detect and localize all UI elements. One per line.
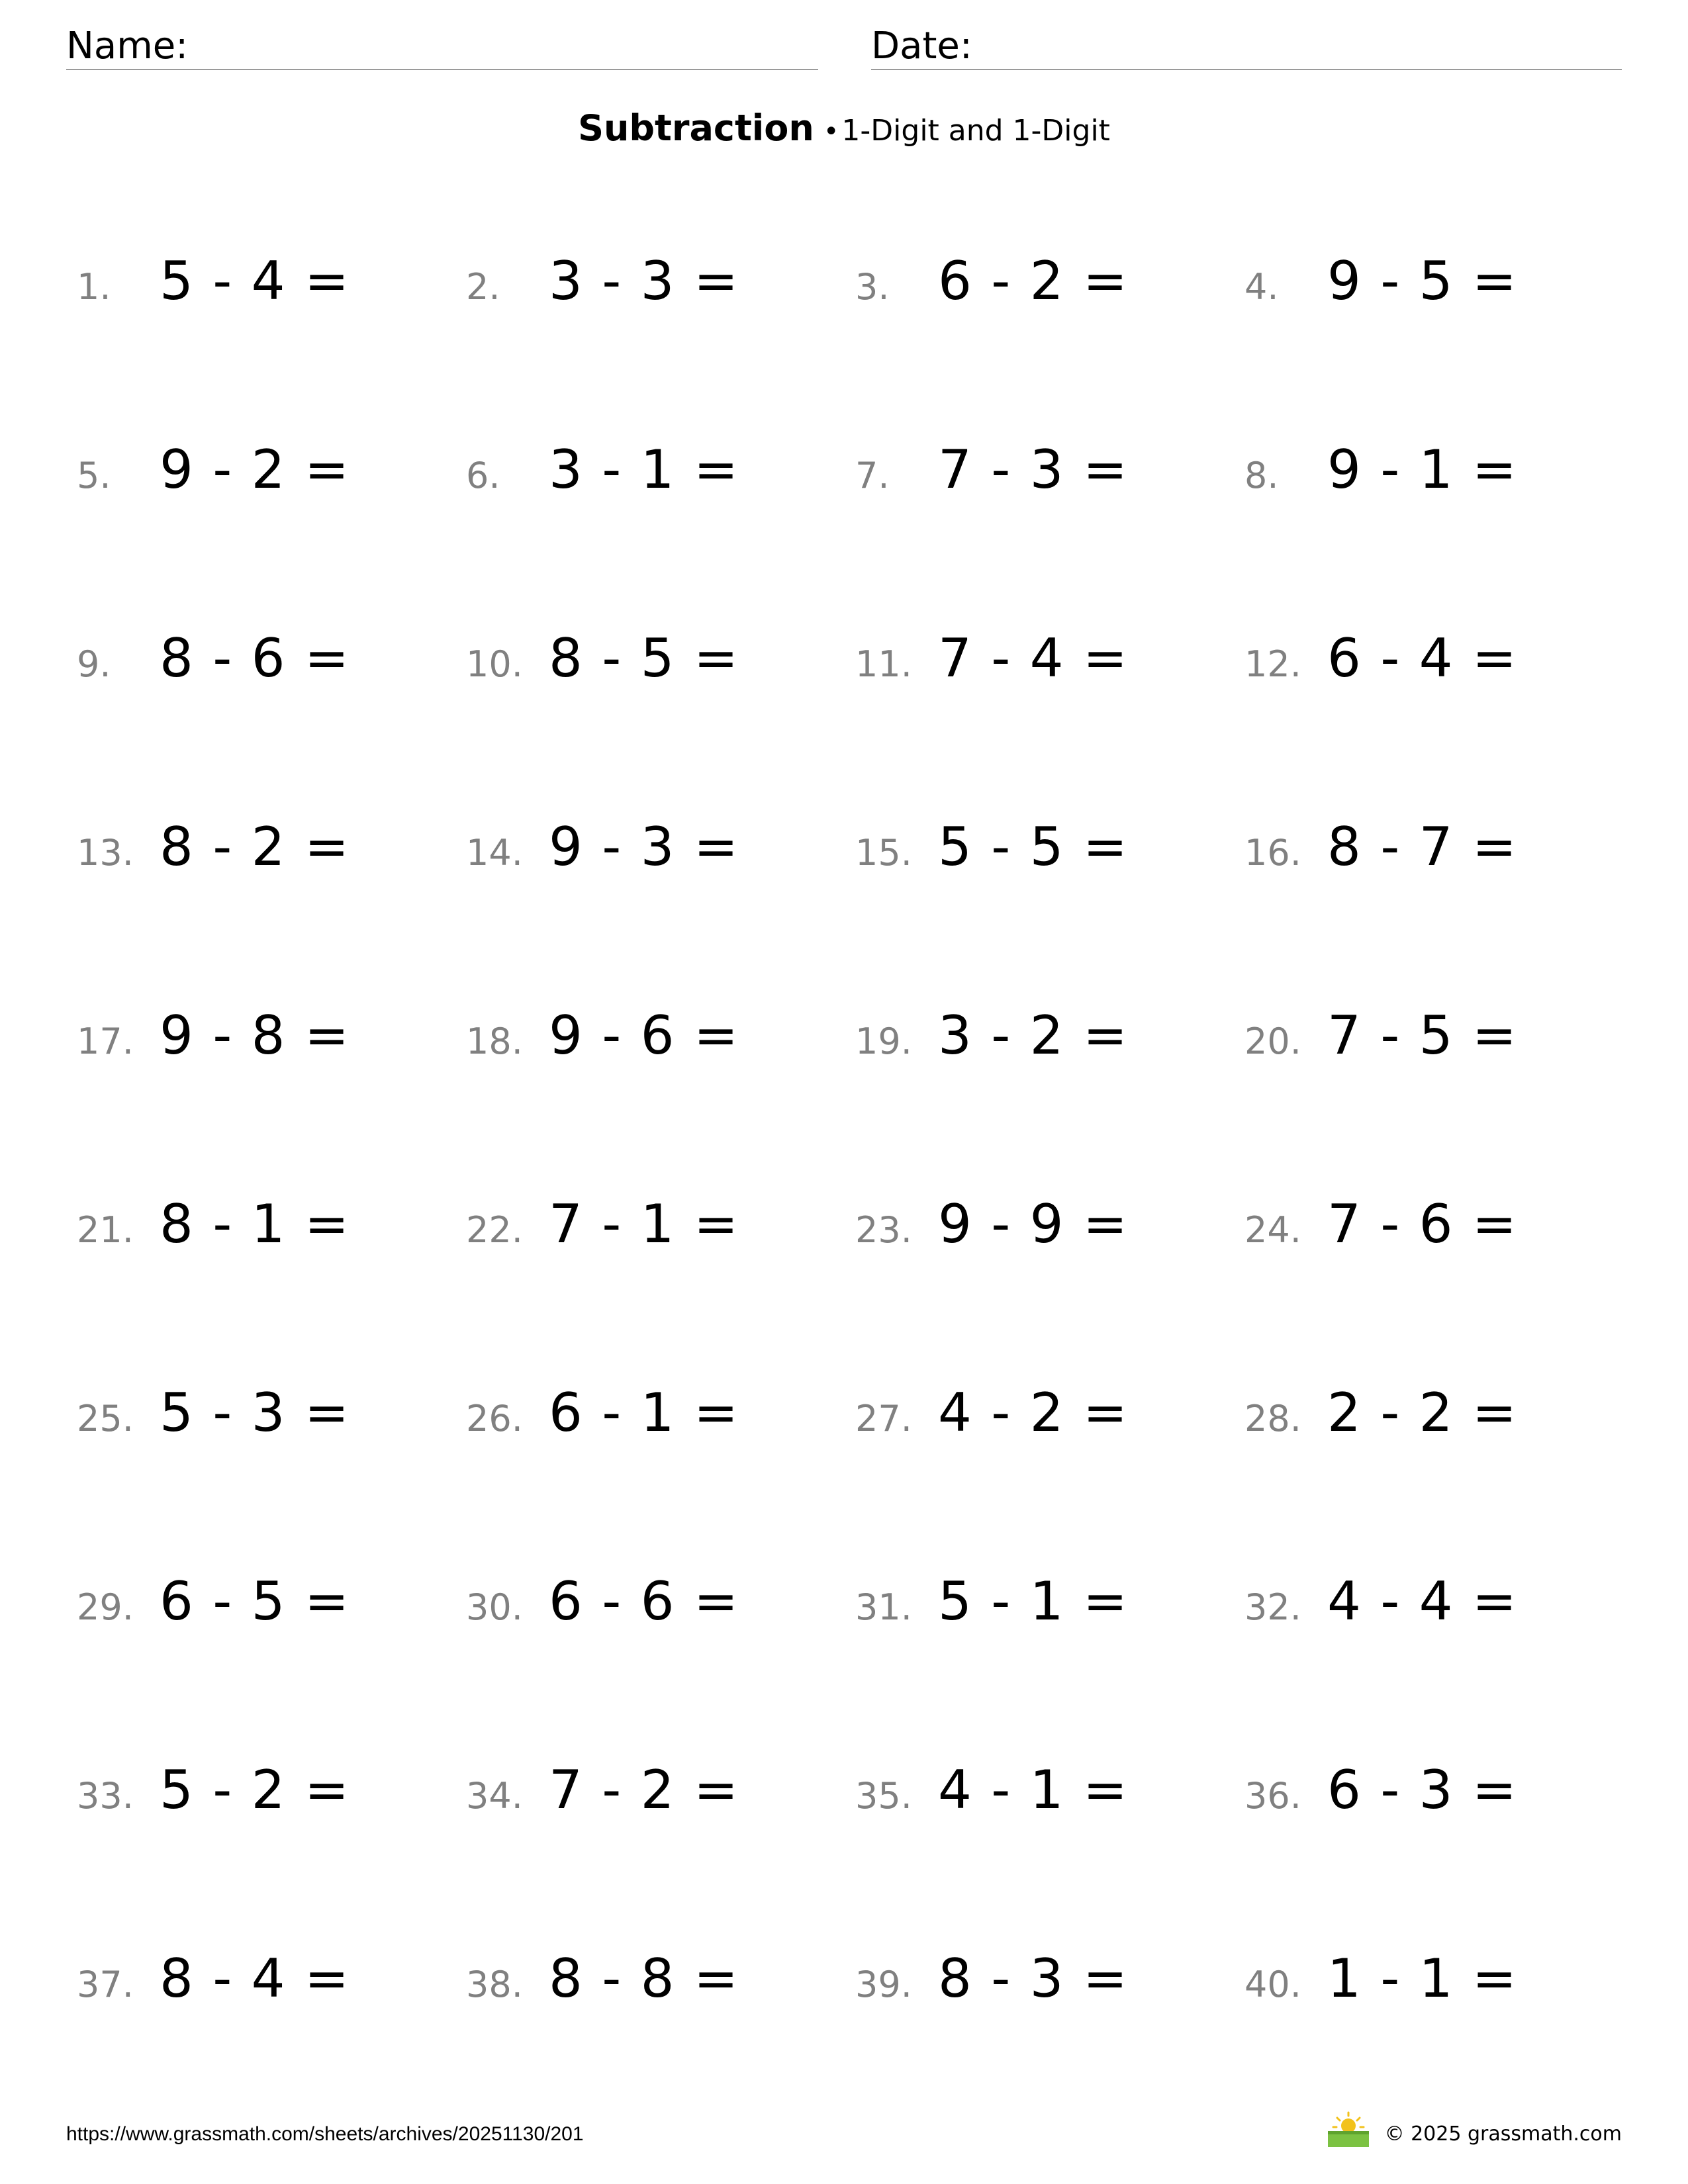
problem-number: 5.: [77, 455, 111, 496]
problem-expression: 9 - 3 =: [549, 816, 739, 878]
problem-number: 37.: [77, 1964, 134, 2005]
problem-number: 7.: [855, 455, 890, 496]
problem-number: 21.: [77, 1209, 134, 1251]
problem-number: 28.: [1244, 1398, 1301, 1439]
problem-number: 25.: [77, 1398, 134, 1439]
problem-item: [466, 816, 855, 1005]
problem-number: 29.: [77, 1586, 134, 1628]
problem-item: [466, 250, 855, 439]
problem-number: 1.: [77, 266, 111, 308]
problem-number: 13.: [77, 832, 134, 874]
problem-item: [77, 627, 466, 816]
problem-number: 31.: [855, 1586, 912, 1628]
problem-item: [77, 1382, 466, 1570]
problem-expression: 6 - 6 =: [549, 1570, 739, 1632]
problem-number: 34.: [466, 1775, 523, 1817]
problem-number: 4.: [1244, 266, 1279, 308]
problem-expression: 5 - 2 =: [160, 1759, 350, 1821]
problem-expression: 5 - 3 =: [160, 1382, 350, 1443]
problem-expression: 9 - 6 =: [549, 1005, 739, 1066]
problem-expression: 6 - 2 =: [938, 250, 1129, 312]
problem-item: [855, 1759, 1244, 1948]
date-field[interactable]: [871, 23, 1622, 70]
problem-expression: 8 - 5 =: [549, 627, 739, 689]
problem-item: [77, 250, 466, 439]
date-label: Date:: [871, 24, 972, 68]
problem-number: 16.: [1244, 832, 1301, 874]
problem-expression: 5 - 1 =: [938, 1570, 1129, 1632]
problem-number: 23.: [855, 1209, 912, 1251]
problem-expression: 1 - 1 =: [1327, 1948, 1518, 2009]
problem-expression: 7 - 6 =: [1327, 1193, 1518, 1255]
problem-item: [466, 1759, 855, 1948]
problem-item: [1244, 1193, 1634, 1382]
problem-number: 11.: [855, 643, 912, 685]
problem-number: 30.: [466, 1586, 523, 1628]
problem-item: [1244, 250, 1634, 439]
problem-item: [466, 439, 855, 627]
problem-number: 3.: [855, 266, 890, 308]
problem-expression: 8 - 3 =: [938, 1948, 1129, 2009]
problem-expression: 9 - 1 =: [1327, 439, 1518, 500]
grass-sun-logo-icon: [1325, 2110, 1372, 2150]
problem-number: 22.: [466, 1209, 523, 1251]
problem-number: 9.: [77, 643, 111, 685]
problem-item: [855, 439, 1244, 627]
problem-expression: 6 - 3 =: [1327, 1759, 1518, 1821]
problem-expression: 9 - 5 =: [1327, 250, 1518, 312]
problem-number: 27.: [855, 1398, 912, 1439]
problem-number: 19.: [855, 1021, 912, 1062]
problem-item: [77, 1948, 466, 2136]
problem-number: 24.: [1244, 1209, 1301, 1251]
problem-item: [1244, 1570, 1634, 1759]
problem-number: 12.: [1244, 643, 1301, 685]
problem-expression: 4 - 1 =: [938, 1759, 1129, 1821]
problem-item: [1244, 1005, 1634, 1193]
problem-expression: 9 - 9 =: [938, 1193, 1129, 1255]
problem-item: [855, 627, 1244, 816]
problem-number: 18.: [466, 1021, 523, 1062]
problem-item: [77, 1005, 466, 1193]
problem-item: [466, 1193, 855, 1382]
problem-expression: 7 - 3 =: [938, 439, 1129, 500]
title-separator: •: [823, 116, 839, 147]
problem-item: [466, 1570, 855, 1759]
footer-url: https://www.grassmath.com/sheets/archives/20251130/201: [66, 2123, 584, 2145]
problem-number: 33.: [77, 1775, 134, 1817]
problem-expression: 9 - 8 =: [160, 1005, 350, 1066]
problem-expression: 7 - 4 =: [938, 627, 1129, 689]
problem-item: [466, 627, 855, 816]
problem-number: 26.: [466, 1398, 523, 1439]
problem-number: 6.: [466, 455, 500, 496]
problem-expression: 8 - 1 =: [160, 1193, 350, 1255]
problem-expression: 6 - 4 =: [1327, 627, 1518, 689]
problem-item: [855, 1382, 1244, 1570]
problem-expression: 3 - 1 =: [549, 439, 739, 500]
problem-number: 20.: [1244, 1021, 1301, 1062]
problem-number: 35.: [855, 1775, 912, 1817]
title-subtitle: 1-Digit and 1-Digit: [841, 114, 1110, 148]
name-label: Name:: [66, 24, 189, 68]
problem-item: [77, 1193, 466, 1382]
problem-expression: 8 - 8 =: [549, 1948, 739, 2009]
problem-expression: 6 - 5 =: [160, 1570, 350, 1632]
problem-item: [466, 1948, 855, 2136]
problem-expression: 8 - 7 =: [1327, 816, 1518, 878]
problem-expression: 7 - 2 =: [549, 1759, 739, 1821]
problem-expression: 8 - 2 =: [160, 816, 350, 878]
problem-item: [855, 250, 1244, 439]
problem-number: 10.: [466, 643, 523, 685]
footer-copyright: © 2025 grassmath.com: [1384, 2122, 1622, 2146]
problem-number: 40.: [1244, 1964, 1301, 2005]
problem-number: 39.: [855, 1964, 912, 2005]
name-field[interactable]: [66, 23, 818, 70]
problem-expression: 5 - 4 =: [160, 250, 350, 312]
problem-item: [466, 1005, 855, 1193]
problem-item: [855, 1005, 1244, 1193]
problem-expression: 3 - 2 =: [938, 1005, 1129, 1066]
problem-item: [1244, 1382, 1634, 1570]
worksheet-title: [0, 107, 1688, 149]
problem-item: [855, 1570, 1244, 1759]
problem-item: [1244, 1948, 1634, 2136]
problem-expression: 2 - 2 =: [1327, 1382, 1518, 1443]
problem-item: [1244, 1759, 1634, 1948]
problem-expression: 4 - 4 =: [1327, 1570, 1518, 1632]
problem-number: 17.: [77, 1021, 134, 1062]
problem-item: [77, 816, 466, 1005]
problem-item: [1244, 627, 1634, 816]
problem-expression: 3 - 3 =: [549, 250, 739, 312]
problem-item: [1244, 439, 1634, 627]
title-main: Subtraction: [578, 107, 814, 149]
problem-expression: 9 - 2 =: [160, 439, 350, 500]
problem-expression: 4 - 2 =: [938, 1382, 1129, 1443]
problem-number: 2.: [466, 266, 500, 308]
problem-expression: 7 - 1 =: [549, 1193, 739, 1255]
problem-item: [77, 1759, 466, 1948]
problem-item: [466, 1382, 855, 1570]
problem-item: [1244, 816, 1634, 1005]
problem-number: 14.: [466, 832, 523, 874]
problem-expression: 6 - 1 =: [549, 1382, 739, 1443]
problem-item: [77, 1570, 466, 1759]
problem-number: 38.: [466, 1964, 523, 2005]
problem-grid: [77, 250, 1613, 2136]
problem-expression: 8 - 4 =: [160, 1948, 350, 2009]
problem-expression: 7 - 5 =: [1327, 1005, 1518, 1066]
problem-number: 32.: [1244, 1586, 1301, 1628]
problem-expression: 8 - 6 =: [160, 627, 350, 689]
problem-item: [855, 1193, 1244, 1382]
problem-item: [77, 439, 466, 627]
problem-number: 36.: [1244, 1775, 1301, 1817]
problem-number: 15.: [855, 832, 912, 874]
problem-expression: 5 - 5 =: [938, 816, 1129, 878]
problem-number: 8.: [1244, 455, 1279, 496]
problem-item: [855, 816, 1244, 1005]
problem-item: [855, 1948, 1244, 2136]
